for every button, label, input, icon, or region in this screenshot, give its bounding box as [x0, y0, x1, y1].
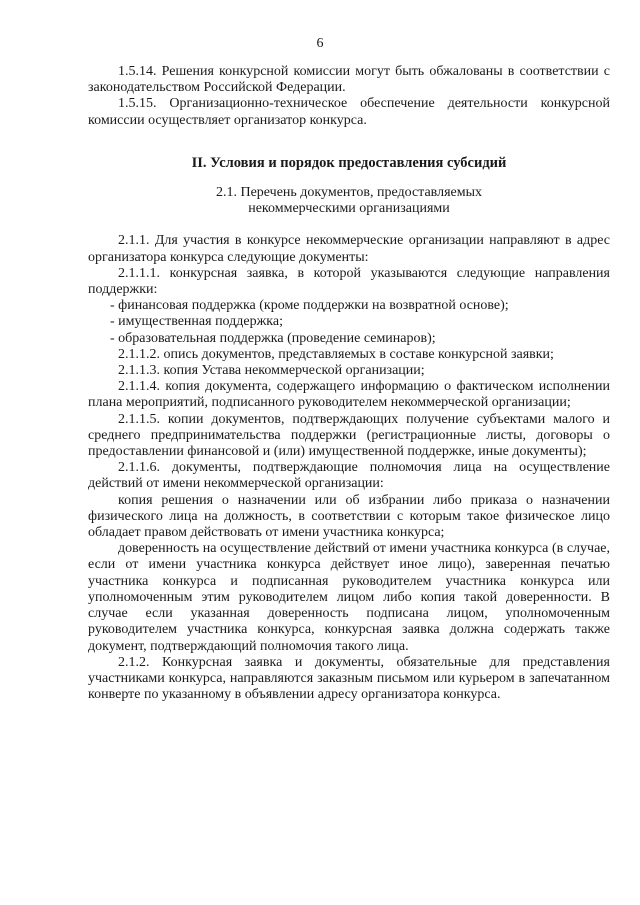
paragraph-1-5-15: 1.5.15. Организационно-техническое обеспечение деятельности конкурсной комиссии осуществляет организатор конкурса.: [88, 96, 610, 128]
paragraph-2-1-1-4: 2.1.1.4. копия документа, содержащего информацию о фактическом исполнении плана мероприятий, подписанного руководителем некоммерческой организации;: [88, 379, 610, 411]
subsection-title-line-1: 2.1. Перечень документов, предоставляемых: [215, 185, 482, 201]
paragraph-2-1-1-3: 2.1.1.3. копия Устава некоммерческой организации;: [118, 363, 425, 379]
paragraph-1-5-14: 1.5.14. Решения конкурсной комиссии могут быть обжалованы в соответствии с законодательством Российской Федерации.: [88, 64, 610, 96]
paragraph-2-1-1-5: 2.1.1.5. копии документов, подтверждающих получение субъектами малого и среднего предпринимательства поддержки (регистрационные листы, договоры о предоставлении финансовой и (или) имущественной поддержке, иные документы);: [88, 411, 610, 460]
page-number: 6: [316, 36, 324, 51]
paragraph-power-of-attorney: доверенность на осуществление действий от имени участника конкурса (в случае, если от имени участника конкурса действует иное лицо), заверенная печатью участника конкурса и подписанная руководителем участника конкурса или уполномоченным этим руководителем лицом либо копия такой доверенности. В случае если указанная доверенность подписана лицом, уполномоченным руководителем участника конкурса, конкурсная заявка должна содержать также документ, подтверждающий полномочия такого лица.: [88, 541, 610, 654]
paragraph-2-1-1: 2.1.1. Для участия в конкурсе некоммерческие организации направляют в адрес организатора конкурса следующие документы:: [88, 233, 610, 265]
list-item-financial: - финансовая поддержка (кроме поддержки на возвратной основе);: [110, 298, 509, 314]
list-item-education: - образовательная поддержка (проведение семинаров);: [110, 330, 436, 346]
paragraph-2-1-1-1: 2.1.1.1. конкурсная заявка, в которой указываются следующие направления поддержки:: [88, 265, 610, 298]
subsection-title-line-2: некоммерческими организациями: [248, 201, 450, 217]
paragraph-2-1-1-6: 2.1.1.6. документы, подтверждающие полномочия лица на осуществление действий от имени некоммерческой организации:: [88, 460, 610, 492]
section-title: II. Условия и порядок предоставления субсидий: [191, 154, 507, 171]
subsection-title: [88, 185, 610, 217]
paragraph-decision-copy: копия решения о назначении или об избрании либо приказа о назначении физического лица на должность, в соответствии с которым такое физическое лицо обладает правом действовать от имени участника конкурса;: [88, 492, 610, 541]
paragraph-2-1-2: 2.1.2. Конкурсная заявка и документы, обязательные для представления участниками конкурса, направляются заказным письмом или курьером в запечатанном конверте по указанному в объявлении адресу организатора конкурса.: [88, 654, 610, 703]
document-body: [88, 64, 610, 703]
list-item-property: - имущественная поддержка;: [110, 314, 283, 330]
paragraph-2-1-1-2: 2.1.1.2. опись документов, представляемых в составе конкурсной заявки;: [118, 346, 554, 362]
